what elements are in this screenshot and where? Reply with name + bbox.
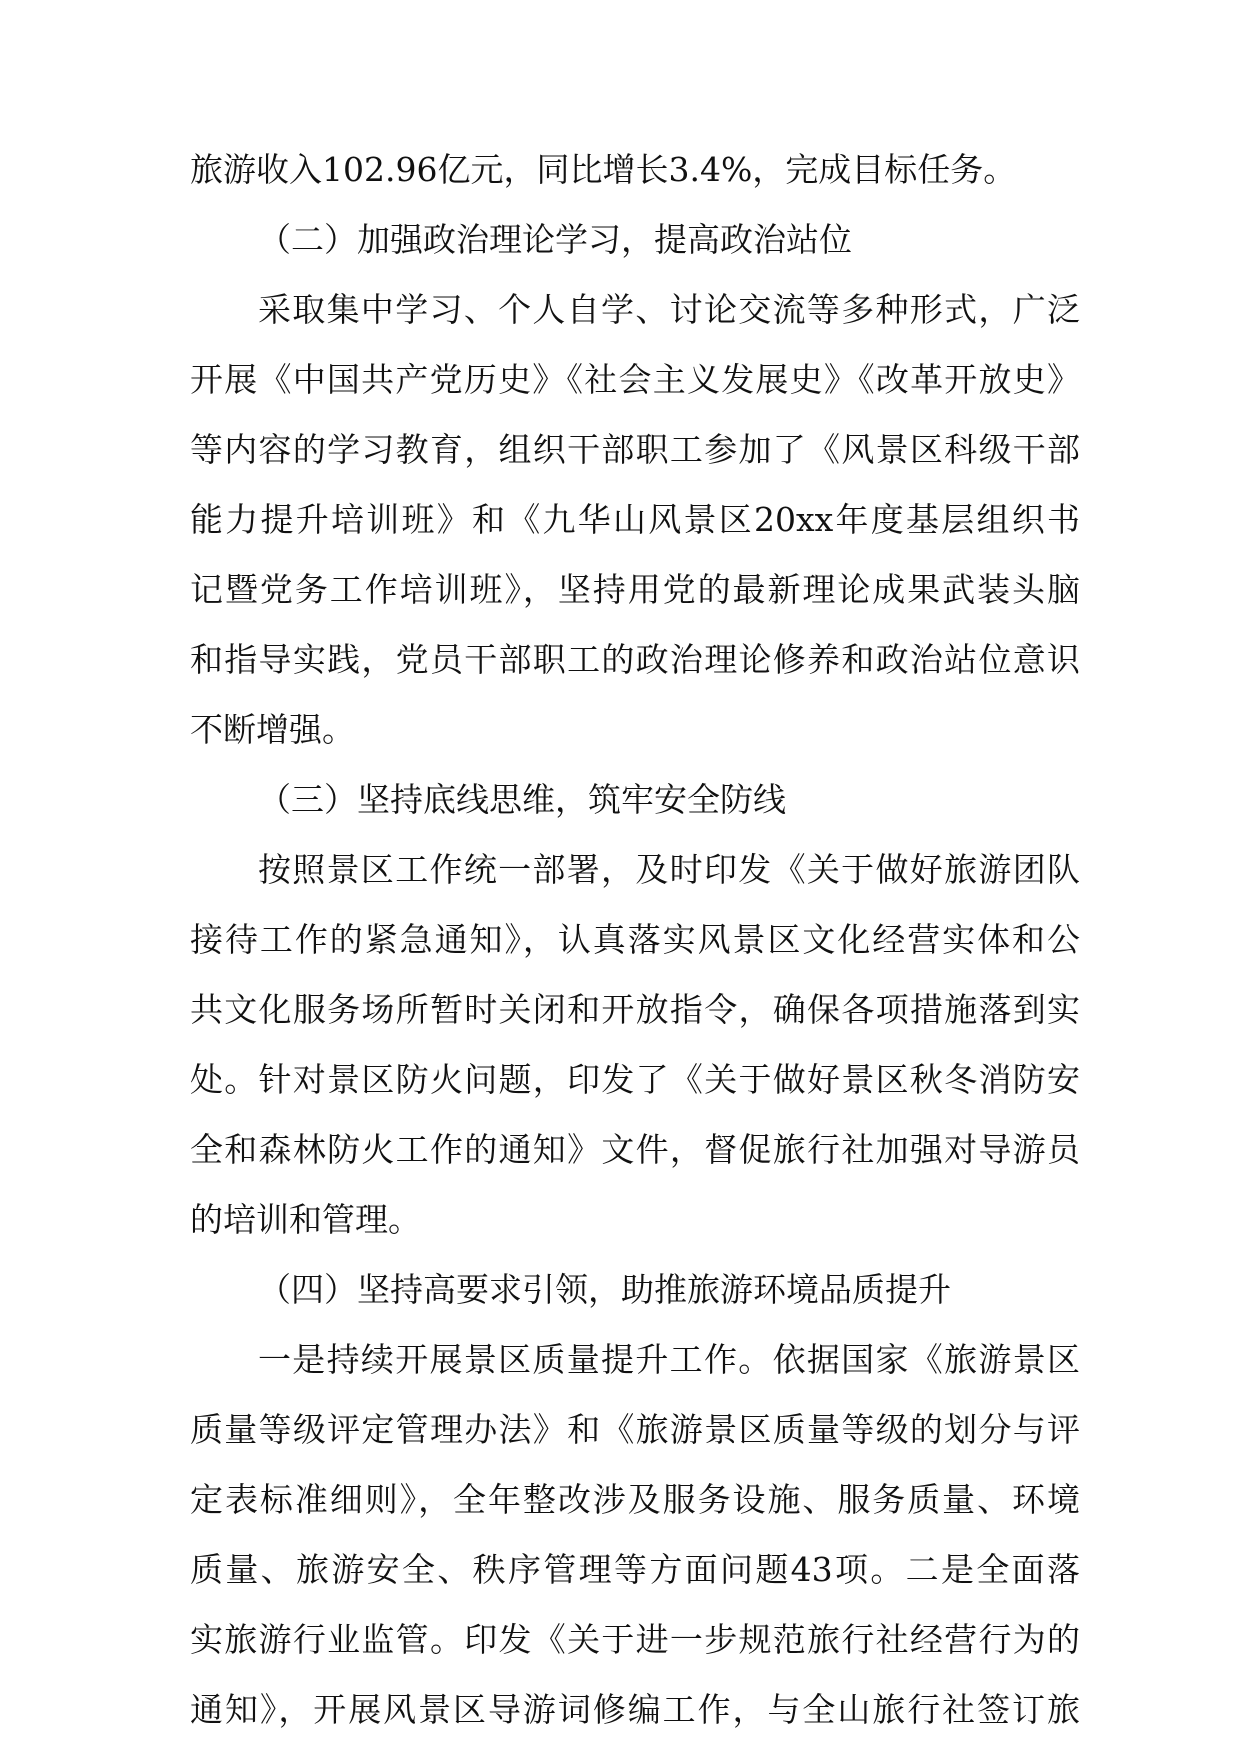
body-line: 按照景区工作统一部署，及时印发《关于做好旅游团队 bbox=[258, 850, 1080, 889]
body-line: 采取集中学习、个人自学、讨论交流等多种形式，广泛 bbox=[258, 290, 1080, 329]
body-line: 质量、旅游安全、秩序管理等方面问题43项。二是全面落 bbox=[190, 1550, 1080, 1589]
body-line: 开展《中国共产党历史》《社会主义发展史》《改革开放史》 bbox=[190, 360, 1080, 399]
section-heading-2: （二）加强政治理论学习，提高政治站位 bbox=[258, 220, 852, 259]
body-line: 等内容的学习教育，组织干部职工参加了《风景区科级干部 bbox=[190, 430, 1080, 469]
body-line: 质量等级评定管理办法》和《旅游景区质量等级的划分与评 bbox=[190, 1410, 1080, 1449]
body-line: 接待工作的紧急通知》，认真落实风景区文化经营实体和公 bbox=[190, 920, 1080, 959]
body-line: 处。针对景区防火问题，印发了《关于做好景区秋冬消防安 bbox=[190, 1060, 1080, 1099]
body-line: 定表标准细则》，全年整改涉及服务设施、服务质量、环境 bbox=[190, 1480, 1080, 1519]
body-line: 不断增强。 bbox=[190, 710, 355, 749]
body-line: 共文化服务场所暂时关闭和开放指令，确保各项措施落到实 bbox=[190, 990, 1080, 1029]
body-line: 通知》，开展风景区导游词修编工作，与全山旅行社签订旅 bbox=[190, 1690, 1080, 1729]
section-heading-4: （四）坚持高要求引领，助推旅游环境品质提升 bbox=[258, 1270, 951, 1309]
body-line: 一是持续开展景区质量提升工作。依据国家《旅游景区 bbox=[258, 1340, 1080, 1379]
body-line: 全和森林防火工作的通知》文件，督促旅行社加强对导游员 bbox=[190, 1130, 1080, 1169]
section-heading-3: （三）坚持底线思维，筑牢安全防线 bbox=[258, 780, 786, 819]
body-line: 能力提升培训班》和《九华山风景区20xx年度基层组织书 bbox=[190, 500, 1080, 539]
body-line: 实旅游行业监管。印发《关于进一步规范旅行社经营行为的 bbox=[190, 1620, 1080, 1659]
body-line: 记暨党务工作培训班》，坚持用党的最新理论成果武装头脑 bbox=[190, 570, 1080, 609]
body-line: 旅游收入102.96亿元，同比增长3.4%，完成目标任务。 bbox=[190, 150, 1017, 189]
body-line: 和指导实践，党员干部职工的政治理论修养和政治站位意识 bbox=[190, 640, 1080, 679]
body-line: 的培训和管理。 bbox=[190, 1200, 421, 1239]
